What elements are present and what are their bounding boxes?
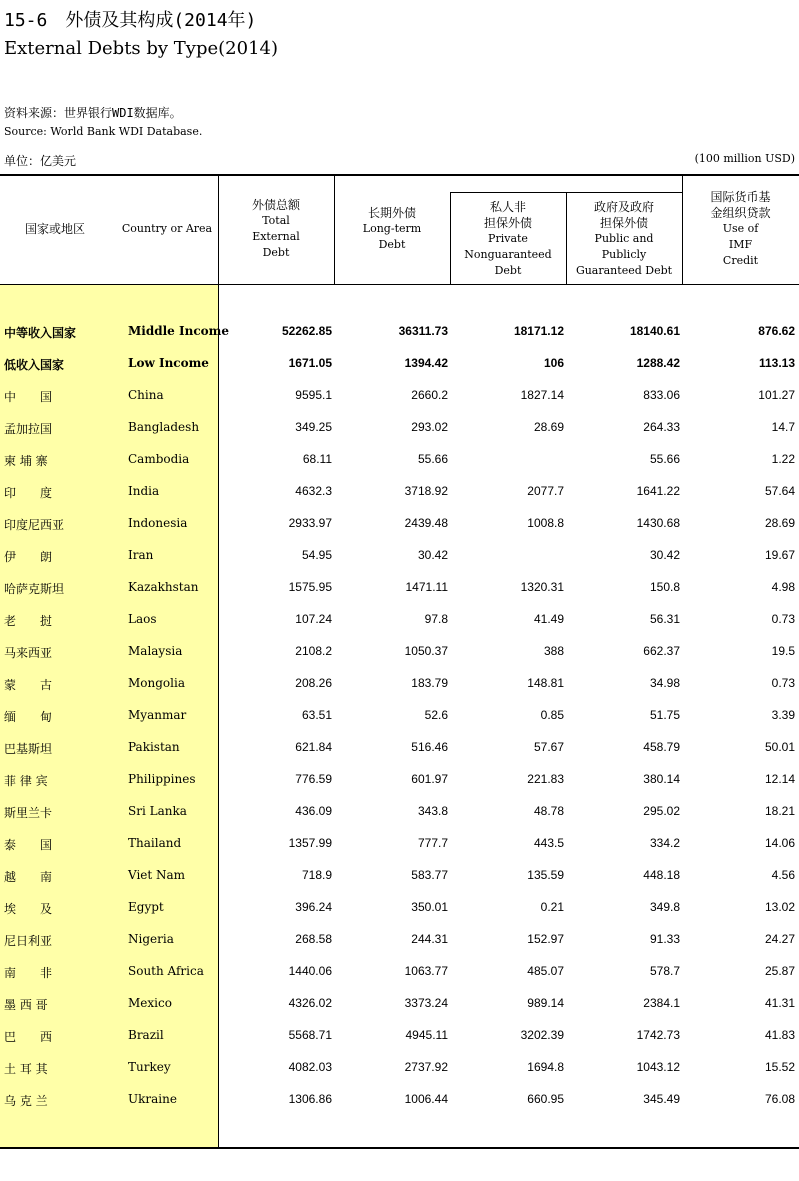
long-term-debt-cell: 30.42 <box>417 548 448 562</box>
long-term-debt-cell: 52.6 <box>424 708 448 722</box>
table-row <box>0 316 799 348</box>
country-name-cn: 菲 律 宾 <box>4 774 48 788</box>
header-public-debt: 政府及政府 担保外债 Public and Publicly Guaranteed Debt <box>575 199 673 277</box>
long-term-debt-cell: 1394.42 <box>404 356 448 370</box>
table-row <box>0 956 799 988</box>
country-name-cn: 墨 西 哥 <box>4 998 48 1012</box>
country-name-cn: 缅 甸 <box>4 710 53 724</box>
table-bottom-rule <box>0 1147 799 1149</box>
header-private-debt: 私人非 担保外债 Private Nonguaranteed Debt <box>464 199 552 277</box>
table-row <box>0 540 799 572</box>
public-debt-cell: 349.8 <box>649 900 680 914</box>
private-debt-cell: 152.97 <box>527 932 564 946</box>
total-debt-cell: 776.59 <box>295 772 332 786</box>
imf-credit-cell: 4.56 <box>771 868 795 882</box>
imf-credit-cell: 50.01 <box>764 740 795 754</box>
header-bottom-rule <box>0 284 799 285</box>
public-debt-cell: 1641.22 <box>636 484 680 498</box>
total-debt-cell: 2933.97 <box>288 516 332 530</box>
country-name-en: Brazil <box>128 1028 164 1042</box>
private-debt-cell: 18171.12 <box>513 324 564 338</box>
long-term-debt-cell: 183.79 <box>411 676 448 690</box>
private-debt-cell: 148.81 <box>527 676 564 690</box>
table-row <box>0 412 799 444</box>
private-debt-cell: 28.69 <box>533 420 564 434</box>
long-term-debt-cell: 1471.11 <box>405 580 448 594</box>
long-term-debt-cell: 516.46 <box>411 740 448 754</box>
imf-credit-cell: 876.62 <box>758 324 795 338</box>
long-term-debt-cell: 777.7 <box>417 836 448 850</box>
country-name-cn: 蒙 古 <box>4 678 53 692</box>
imf-credit-cell: 0.73 <box>771 612 795 626</box>
debt-table <box>0 174 799 1149</box>
public-debt-cell: 1288.42 <box>636 356 680 370</box>
public-debt-cell: 345.49 <box>643 1092 680 1106</box>
long-term-debt-cell: 244.31 <box>411 932 448 946</box>
table-row <box>0 1052 799 1084</box>
imf-credit-cell: 41.83 <box>764 1028 795 1042</box>
imf-credit-cell: 0.73 <box>771 676 795 690</box>
country-name-cn: 中等收入国家 <box>4 326 77 340</box>
total-debt-cell: 1306.86 <box>288 1092 332 1106</box>
long-term-debt-cell: 2660.2 <box>411 388 448 402</box>
country-name-cn: 巴基斯坦 <box>4 742 53 756</box>
table-row <box>0 1084 799 1116</box>
total-debt-cell: 1671.05 <box>288 356 332 370</box>
public-debt-cell: 150.8 <box>649 580 680 594</box>
long-term-debt-cell: 1063.77 <box>404 964 448 978</box>
total-debt-cell: 268.58 <box>295 932 332 946</box>
country-name-cn: 印 度 <box>4 486 53 500</box>
imf-credit-cell: 3.39 <box>771 708 795 722</box>
country-name-en: Malaysia <box>128 644 183 658</box>
total-debt-cell: 1575.95 <box>288 580 332 594</box>
country-name-cn: 越 南 <box>4 870 53 884</box>
country-name-cn: 哈萨克斯坦 <box>4 582 65 596</box>
table-row <box>0 572 799 604</box>
table-row <box>0 924 799 956</box>
header-imf-credit: 国际货币基 金组织贷款 Use of IMF Credit <box>710 190 771 267</box>
public-debt-cell: 91.33 <box>649 932 680 946</box>
page-title-en: External Debts by Type(2014) <box>4 38 278 59</box>
private-debt-cell: 485.07 <box>527 964 564 978</box>
public-debt-cell: 578.7 <box>649 964 680 978</box>
private-debt-cell: 660.95 <box>527 1092 564 1106</box>
total-debt-cell: 107.24 <box>295 612 332 626</box>
public-debt-cell: 380.14 <box>643 772 680 786</box>
table-row <box>0 668 799 700</box>
table-row <box>0 764 799 796</box>
private-debt-cell: 1008.8 <box>527 516 564 530</box>
imf-credit-cell: 25.87 <box>764 964 795 978</box>
country-name-en: China <box>128 388 164 402</box>
long-term-debt-cell: 2439.48 <box>404 516 448 530</box>
public-debt-cell: 833.06 <box>643 388 680 402</box>
imf-credit-cell: 113.13 <box>758 356 795 370</box>
header-total-debt: 外债总额 Total External Debt <box>251 198 300 259</box>
table-row <box>0 1020 799 1052</box>
table-row <box>0 860 799 892</box>
country-name-en: South Africa <box>128 964 204 978</box>
country-name-cn: 巴 西 <box>4 1030 53 1044</box>
country-name-en: Iran <box>128 548 154 562</box>
total-debt-cell: 68.11 <box>302 452 332 466</box>
total-debt-cell: 2108.2 <box>295 644 332 658</box>
public-debt-cell: 30.42 <box>649 548 680 562</box>
table-row <box>0 636 799 668</box>
country-name-en: Turkey <box>128 1060 171 1074</box>
imf-credit-cell: 76.08 <box>764 1092 795 1106</box>
public-debt-cell: 18140.61 <box>629 324 680 338</box>
header-country-en: Country or Area <box>121 222 213 235</box>
country-name-cn: 老 挝 <box>4 614 53 628</box>
long-term-debt-cell: 1006.44 <box>404 1092 448 1106</box>
private-debt-cell: 989.14 <box>527 996 564 1010</box>
long-term-debt-cell: 36311.73 <box>398 324 448 338</box>
country-name-en: Philippines <box>128 772 196 786</box>
imf-credit-cell: 18.21 <box>764 804 795 818</box>
country-name-en: Sri Lanka <box>128 804 187 818</box>
long-term-debt-cell: 293.02 <box>411 420 448 434</box>
public-debt-cell: 1430.68 <box>636 516 680 530</box>
imf-credit-cell: 19.5 <box>771 644 795 658</box>
source-note-en: Source: World Bank WDI Database. <box>4 125 203 138</box>
table-row <box>0 380 799 412</box>
private-debt-cell: 57.67 <box>533 740 564 754</box>
country-name-en: Kazakhstan <box>128 580 199 594</box>
table-row <box>0 700 799 732</box>
unit-label-cn: 单位：亿美元 <box>4 154 77 168</box>
long-term-debt-cell: 4945.11 <box>405 1028 448 1042</box>
private-debt-cell: 0.21 <box>540 900 564 914</box>
table-row <box>0 604 799 636</box>
private-debt-cell: 1320.31 <box>520 580 564 594</box>
country-name-cn: 柬 埔 寨 <box>4 454 48 468</box>
country-name-en: Mongolia <box>128 676 185 690</box>
long-term-debt-cell: 1050.37 <box>404 644 448 658</box>
private-debt-cell: 3202.39 <box>520 1028 564 1042</box>
imf-credit-cell: 15.52 <box>764 1060 795 1074</box>
total-debt-cell: 396.24 <box>295 900 332 914</box>
country-name-en: Middle Income <box>128 324 229 338</box>
public-debt-cell: 334.2 <box>649 836 680 850</box>
long-term-debt-cell: 97.8 <box>424 612 448 626</box>
private-debt-cell: 106 <box>543 356 564 370</box>
imf-credit-cell: 14.06 <box>764 836 795 850</box>
public-debt-cell: 56.31 <box>649 612 680 626</box>
private-debt-cell: 221.83 <box>527 772 564 786</box>
country-name-en: Ukraine <box>128 1092 177 1106</box>
public-debt-cell: 55.66 <box>649 452 680 466</box>
country-name-cn: 泰 国 <box>4 838 53 852</box>
private-debt-cell: 41.49 <box>533 612 564 626</box>
private-debt-cell: 2077.7 <box>527 484 564 498</box>
public-debt-cell: 1043.12 <box>636 1060 680 1074</box>
country-name-en: Mexico <box>128 996 172 1010</box>
country-name-cn: 埃 及 <box>4 902 53 916</box>
public-debt-cell: 2384.1 <box>643 996 680 1010</box>
table-row <box>0 892 799 924</box>
table-row <box>0 732 799 764</box>
country-name-en: Indonesia <box>128 516 188 530</box>
country-name-en: Pakistan <box>128 740 180 754</box>
public-debt-cell: 264.33 <box>643 420 680 434</box>
total-debt-cell: 5568.71 <box>288 1028 332 1042</box>
long-term-debt-cell: 601.97 <box>411 772 448 786</box>
table-row <box>0 796 799 828</box>
total-debt-cell: 1357.99 <box>288 836 332 850</box>
total-debt-cell: 436.09 <box>295 804 332 818</box>
total-debt-cell: 4632.3 <box>295 484 332 498</box>
table-row <box>0 988 799 1020</box>
imf-credit-cell: 13.02 <box>764 900 795 914</box>
country-name-cn: 伊 朗 <box>4 550 53 564</box>
country-name-cn: 中 国 <box>4 390 53 404</box>
imf-credit-cell: 101.27 <box>758 388 795 402</box>
table-row <box>0 508 799 540</box>
total-debt-cell: 4082.03 <box>288 1060 332 1074</box>
country-name-cn: 孟加拉国 <box>4 422 53 436</box>
total-debt-cell: 208.26 <box>295 676 332 690</box>
header-country-cn: 国家或地区 <box>24 222 85 236</box>
imf-credit-cell: 41.31 <box>764 996 795 1010</box>
country-name-en: Laos <box>128 612 157 626</box>
country-name-en: Low Income <box>128 356 209 370</box>
private-debt-cell: 48.78 <box>533 804 564 818</box>
private-debt-cell: 443.5 <box>533 836 564 850</box>
imf-credit-cell: 1.22 <box>771 452 795 466</box>
country-name-cn: 斯里兰卡 <box>4 806 53 820</box>
table-body <box>0 316 799 1116</box>
country-name-en: Myanmar <box>128 708 187 722</box>
private-debt-cell: 0.85 <box>540 708 564 722</box>
country-name-en: Nigeria <box>128 932 174 946</box>
total-debt-cell: 718.9 <box>301 868 332 882</box>
long-term-debt-cell: 583.77 <box>411 868 448 882</box>
public-debt-cell: 458.79 <box>643 740 680 754</box>
imf-credit-cell: 14.7 <box>771 420 795 434</box>
total-debt-cell: 621.84 <box>295 740 332 754</box>
country-name-cn: 尼日利亚 <box>4 934 53 948</box>
country-name-cn: 南 非 <box>4 966 53 980</box>
long-term-debt-cell: 3718.92 <box>404 484 448 498</box>
total-debt-cell: 4326.02 <box>288 996 332 1010</box>
country-name-en: India <box>128 484 160 498</box>
country-name-cn: 马来西亚 <box>4 646 53 660</box>
country-name-en: Thailand <box>128 836 182 850</box>
source-note-cn: 资料来源：世界银行WDI数据库。 <box>4 106 182 120</box>
page-title-cn: 15-6 外债及其构成(2014年) <box>4 10 257 31</box>
total-debt-cell: 349.25 <box>295 420 332 434</box>
total-debt-cell: 9595.1 <box>295 388 332 402</box>
total-debt-cell: 1440.06 <box>288 964 332 978</box>
imf-credit-cell: 12.14 <box>764 772 795 786</box>
country-name-cn: 乌 克 兰 <box>4 1094 48 1108</box>
long-term-debt-cell: 55.66 <box>417 452 448 466</box>
imf-credit-cell: 57.64 <box>764 484 795 498</box>
private-debt-cell: 1694.8 <box>527 1060 564 1074</box>
private-debt-cell: 388 <box>543 644 564 658</box>
imf-credit-cell: 24.27 <box>764 932 795 946</box>
total-debt-cell: 63.51 <box>301 708 332 722</box>
imf-credit-cell: 19.67 <box>764 548 795 562</box>
private-debt-cell: 1827.14 <box>520 388 564 402</box>
public-debt-cell: 1742.73 <box>636 1028 680 1042</box>
table-row <box>0 444 799 476</box>
country-name-cn: 印度尼西亚 <box>4 518 65 532</box>
unit-label-en: (100 million USD) <box>694 152 795 165</box>
country-name-cn: 土 耳 其 <box>4 1062 48 1076</box>
public-debt-cell: 662.37 <box>643 644 680 658</box>
table-row <box>0 828 799 860</box>
total-debt-cell: 52262.85 <box>281 324 332 338</box>
public-debt-cell: 448.18 <box>643 868 680 882</box>
public-debt-cell: 34.98 <box>649 676 680 690</box>
country-name-en: Cambodia <box>128 452 190 466</box>
country-name-en: Bangladesh <box>128 420 200 434</box>
public-debt-cell: 295.02 <box>643 804 680 818</box>
country-name-cn: 低收入国家 <box>4 358 65 372</box>
long-term-debt-cell: 3373.24 <box>404 996 448 1010</box>
country-name-en: Egypt <box>128 900 164 914</box>
table-row <box>0 476 799 508</box>
header-long-term-debt: 长期外债 Long-term Debt <box>362 206 422 251</box>
long-term-debt-cell: 343.8 <box>417 804 448 818</box>
long-term-debt-cell: 350.01 <box>411 900 448 914</box>
total-debt-cell: 54.95 <box>301 548 332 562</box>
private-debt-cell: 135.59 <box>527 868 564 882</box>
country-name-en: Viet Nam <box>128 868 186 882</box>
imf-credit-cell: 4.98 <box>771 580 795 594</box>
public-debt-cell: 51.75 <box>649 708 680 722</box>
long-term-debt-cell: 2737.92 <box>404 1060 448 1074</box>
imf-credit-cell: 28.69 <box>764 516 795 530</box>
table-row <box>0 348 799 380</box>
